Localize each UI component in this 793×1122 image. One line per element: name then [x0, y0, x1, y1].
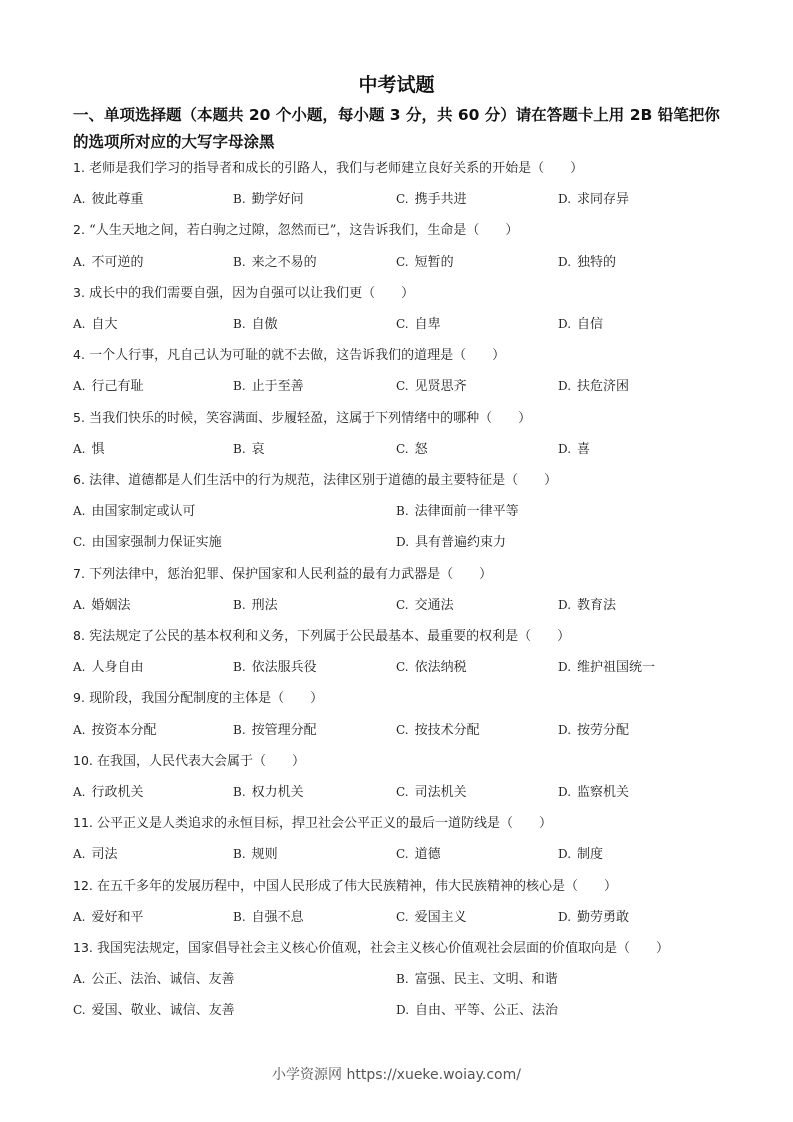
option-letter: C. — [396, 192, 409, 206]
option-letter: A. — [73, 723, 86, 737]
question-number: 12. — [73, 878, 93, 893]
option-text: 具有普遍约束力 — [415, 535, 507, 550]
option-text: 来之不易的 — [251, 255, 317, 270]
option-text: 规则 — [251, 847, 278, 862]
option-letter: D. — [558, 723, 572, 737]
question-stem — [73, 564, 492, 584]
option-text: 婚姻法 — [91, 598, 131, 613]
option-text: 教育法 — [577, 598, 617, 613]
option-d[interactable] — [558, 595, 616, 616]
option-letter: D. — [396, 1003, 410, 1017]
option-text: 司法机关 — [414, 785, 467, 800]
option-d[interactable] — [558, 189, 629, 210]
option-letter: A. — [73, 847, 86, 861]
option-c[interactable] — [396, 189, 467, 210]
option-a[interactable] — [73, 907, 144, 928]
option-text: 按管理分配 — [251, 723, 317, 738]
option-d[interactable] — [396, 1000, 558, 1021]
option-letter: B. — [233, 785, 246, 799]
question-stem — [73, 813, 552, 833]
option-b[interactable] — [233, 782, 304, 803]
option-d[interactable] — [558, 314, 603, 335]
question-stem — [73, 345, 505, 365]
option-c[interactable] — [396, 907, 467, 928]
question-number: 4. — [73, 347, 85, 362]
option-a[interactable] — [73, 376, 144, 397]
option-text: 道德 — [414, 847, 441, 862]
option-text: 由国家制定或认可 — [91, 504, 196, 519]
option-text: 交通法 — [414, 598, 454, 613]
question-text: 公平正义是人类追求的永恒目标，捍卫社会公平正义的最后一道防线是（ ） — [97, 816, 553, 831]
option-text: 法律面前一律平等 — [414, 504, 519, 519]
question-text: 老师是我们学习的指导者和成长的引路人，我们与老师建立良好关系的开始是（ ） — [89, 161, 584, 176]
option-text: 富强、民主、文明、和谐 — [414, 972, 558, 987]
option-text: 携手共进 — [414, 192, 467, 207]
option-letter: A. — [73, 910, 86, 924]
option-b[interactable] — [233, 439, 265, 460]
option-a[interactable] — [73, 252, 144, 273]
option-b[interactable] — [396, 501, 519, 522]
option-b[interactable] — [233, 657, 317, 678]
option-letter: A. — [73, 660, 86, 674]
option-row — [73, 532, 733, 552]
option-text: 自信 — [577, 317, 604, 332]
option-c[interactable] — [396, 782, 467, 803]
option-text: 自卑 — [414, 317, 441, 332]
option-letter: A. — [73, 442, 86, 456]
question-stem — [73, 751, 305, 771]
question-number: 6. — [73, 472, 85, 487]
option-row — [73, 720, 733, 740]
option-letter: D. — [558, 192, 572, 206]
option-letter: D. — [558, 910, 572, 924]
option-letter: C. — [396, 598, 409, 612]
option-letter: B. — [396, 972, 409, 986]
option-text: 公正、法治、诚信、友善 — [91, 972, 235, 987]
option-a[interactable] — [73, 439, 105, 460]
question-stem — [73, 938, 669, 958]
option-letter: D. — [558, 379, 572, 393]
option-letter: B. — [233, 847, 246, 861]
option-text: 行己有耻 — [91, 379, 144, 394]
question-text: 一个人行事，凡自己认为可耻的就不去做，这告诉我们的道理是（ ） — [89, 348, 506, 363]
option-letter: B. — [233, 660, 246, 674]
question-stem — [73, 876, 617, 896]
option-row — [73, 907, 733, 927]
question-text: “人生天地之间，若白驹之过隙，忽然而已”，这告诉我们，生命是（ ） — [89, 223, 519, 238]
option-row — [73, 1000, 733, 1020]
question-number: 11. — [73, 815, 93, 830]
option-letter: C. — [73, 535, 86, 549]
option-letter: C. — [396, 317, 409, 331]
option-text: 止于至善 — [251, 379, 304, 394]
option-a[interactable] — [73, 720, 157, 741]
option-letter: A. — [73, 379, 86, 393]
option-text: 自大 — [91, 317, 118, 332]
option-c[interactable] — [396, 844, 441, 865]
option-c[interactable] — [396, 314, 441, 335]
option-c[interactable] — [396, 376, 467, 397]
option-text: 行政机关 — [91, 785, 144, 800]
option-letter: B. — [233, 192, 246, 206]
option-text: 爱国主义 — [414, 910, 467, 925]
option-d[interactable] — [396, 532, 506, 553]
option-c[interactable] — [396, 439, 428, 460]
option-letter: D. — [558, 598, 572, 612]
option-text: 怒 — [414, 442, 428, 457]
option-letter: B. — [233, 255, 246, 269]
option-text: 自强不息 — [251, 910, 304, 925]
option-d[interactable] — [558, 782, 629, 803]
option-text: 惧 — [91, 442, 105, 457]
option-row — [73, 501, 733, 521]
option-text: 依法纳税 — [414, 660, 467, 675]
option-letter: A. — [73, 598, 86, 612]
option-letter: A. — [73, 972, 86, 986]
option-text: 司法 — [91, 847, 118, 862]
option-a[interactable] — [73, 657, 144, 678]
option-text: 爱国、敬业、诚信、友善 — [91, 1003, 235, 1018]
option-c[interactable] — [73, 532, 222, 553]
option-b[interactable] — [233, 595, 278, 616]
option-letter: D. — [558, 255, 572, 269]
question-text: 我国宪法规定，国家倡导社会主义核心价值观，社会主义核心价值观社会层面的价值取向是（ ） — [97, 941, 670, 956]
option-text: 彼此尊重 — [91, 192, 144, 207]
option-b[interactable] — [233, 189, 304, 210]
question-text: 当我们快乐的时候，笑容满面、步履轻盈，这属于下列情绪中的哪种（ ） — [89, 411, 532, 426]
option-c[interactable] — [396, 720, 480, 741]
option-text: 不可逆的 — [91, 255, 144, 270]
option-letter: B. — [233, 317, 246, 331]
option-letter: A. — [73, 504, 86, 518]
option-letter: C. — [396, 255, 409, 269]
option-text: 扶危济困 — [577, 379, 630, 394]
option-text: 权力机关 — [251, 785, 304, 800]
option-text: 勤劳勇敢 — [577, 910, 630, 925]
option-letter: C. — [396, 660, 409, 674]
section-heading: 一、单项选择题（本题共 20 个小题，每小题 3 分，共 60 分）请在答题卡上用 2B 铅笔把你的选项所对应的大写字母涂黑 — [73, 106, 720, 151]
question-number: 7. — [73, 566, 85, 581]
option-text: 监察机关 — [577, 785, 630, 800]
option-text: 独特的 — [577, 255, 617, 270]
option-text: 依法服兵役 — [251, 660, 317, 675]
option-b[interactable] — [396, 969, 558, 990]
question-number: 5. — [73, 410, 85, 425]
option-letter: B. — [396, 504, 409, 518]
option-d[interactable] — [558, 720, 629, 741]
option-text: 短暂的 — [414, 255, 454, 270]
option-letter: B. — [233, 598, 246, 612]
option-c[interactable] — [396, 657, 467, 678]
option-text: 按资本分配 — [91, 723, 157, 738]
question-stem — [73, 158, 583, 178]
option-row — [73, 844, 733, 864]
option-row — [73, 595, 733, 615]
question-number: 8. — [73, 628, 85, 643]
option-letter: B. — [233, 442, 246, 456]
option-letter: C. — [396, 379, 409, 393]
option-letter: D. — [558, 660, 572, 674]
question-stem — [73, 220, 518, 240]
option-text: 自傲 — [251, 317, 278, 332]
option-letter: D. — [558, 847, 572, 861]
option-letter: C. — [396, 723, 409, 737]
option-a[interactable] — [73, 595, 131, 616]
footer-watermark: 小学资源网 https://xueke.woiay.com/ — [272, 1067, 521, 1083]
question-text: 在五千多年的发展历程中，中国人民形成了伟大民族精神，伟大民族精神的核心是（ ） — [97, 879, 618, 894]
question-text: 成长中的我们需要自强，因为自强可以让我们更（ ） — [89, 286, 415, 301]
question-text: 下列法律中，惩治犯罪、保护国家和人民利益的最有力武器是（ ） — [89, 567, 493, 582]
option-c[interactable] — [73, 1000, 235, 1021]
option-b[interactable] — [233, 907, 304, 928]
option-letter: D. — [558, 785, 572, 799]
option-text: 由国家强制力保证实施 — [91, 535, 222, 550]
option-b[interactable] — [233, 720, 317, 741]
option-letter: C. — [396, 910, 409, 924]
option-row — [73, 439, 733, 459]
question-number: 2. — [73, 222, 85, 237]
question-stem — [73, 470, 557, 490]
question-number: 10. — [73, 753, 93, 768]
question-number: 13. — [73, 940, 93, 955]
option-d[interactable] — [558, 252, 616, 273]
option-row — [73, 657, 733, 677]
option-row — [73, 314, 733, 334]
option-letter: A. — [73, 192, 86, 206]
option-text: 喜 — [577, 442, 591, 457]
option-row — [73, 782, 733, 802]
option-text: 求同存异 — [577, 192, 630, 207]
option-row — [73, 969, 733, 989]
option-letter: B. — [233, 910, 246, 924]
question-stem — [73, 408, 531, 428]
question-number: 1. — [73, 160, 85, 175]
option-text: 勤学好问 — [251, 192, 304, 207]
option-text: 自由、平等、公正、法治 — [415, 1003, 559, 1018]
option-letter: D. — [558, 442, 572, 456]
option-a[interactable] — [73, 501, 196, 522]
question-number: 9. — [73, 690, 85, 705]
question-text: 在我国，人民代表大会属于（ ） — [97, 754, 306, 769]
question-number: 3. — [73, 285, 85, 300]
option-text: 人身自由 — [91, 660, 144, 675]
option-letter: C. — [73, 1003, 86, 1017]
option-row — [73, 252, 733, 272]
option-text: 爱好和平 — [91, 910, 144, 925]
option-letter: C. — [396, 442, 409, 456]
option-d[interactable] — [558, 657, 655, 678]
question-stem — [73, 283, 414, 303]
option-d[interactable] — [558, 907, 629, 928]
option-b[interactable] — [233, 844, 278, 865]
option-text: 见贤思齐 — [414, 379, 467, 394]
option-c[interactable] — [396, 595, 454, 616]
option-a[interactable] — [73, 969, 235, 990]
option-d[interactable] — [558, 439, 590, 460]
option-text: 刑法 — [251, 598, 278, 613]
option-a[interactable] — [73, 189, 144, 210]
option-b[interactable] — [233, 376, 304, 397]
option-letter: B. — [233, 379, 246, 393]
option-text: 按劳分配 — [577, 723, 630, 738]
option-text: 按技术分配 — [414, 723, 480, 738]
option-letter: A. — [73, 255, 86, 269]
option-b[interactable] — [233, 252, 317, 273]
option-a[interactable] — [73, 782, 144, 803]
question-stem — [73, 626, 570, 646]
option-b[interactable] — [233, 314, 278, 335]
option-row — [73, 189, 733, 209]
question-stem — [73, 688, 323, 708]
option-letter: D. — [396, 535, 410, 549]
option-c[interactable] — [396, 252, 454, 273]
option-letter: B. — [233, 723, 246, 737]
option-d[interactable] — [558, 376, 629, 397]
option-a[interactable] — [73, 844, 118, 865]
option-text: 维护祖国统一 — [577, 660, 656, 675]
question-text: 宪法规定了公民的基本权利和义务，下列属于公民最基本、最重要的权利是（ ） — [89, 629, 571, 644]
option-letter: C. — [396, 785, 409, 799]
option-letter: D. — [558, 317, 572, 331]
option-letter: C. — [396, 847, 409, 861]
question-text: 现阶段，我国分配制度的主体是（ ） — [89, 691, 324, 706]
option-a[interactable] — [73, 314, 118, 335]
option-letter: A. — [73, 785, 86, 799]
option-letter: A. — [73, 317, 86, 331]
question-text: 法律、道德都是人们生活中的行为规范，法律区别于道德的最主要特征是（ ） — [89, 473, 558, 488]
option-row — [73, 376, 733, 396]
option-d[interactable] — [558, 844, 603, 865]
option-text: 制度 — [577, 847, 604, 862]
page-title: 中考试题 — [358, 74, 435, 96]
option-text: 哀 — [251, 442, 265, 457]
